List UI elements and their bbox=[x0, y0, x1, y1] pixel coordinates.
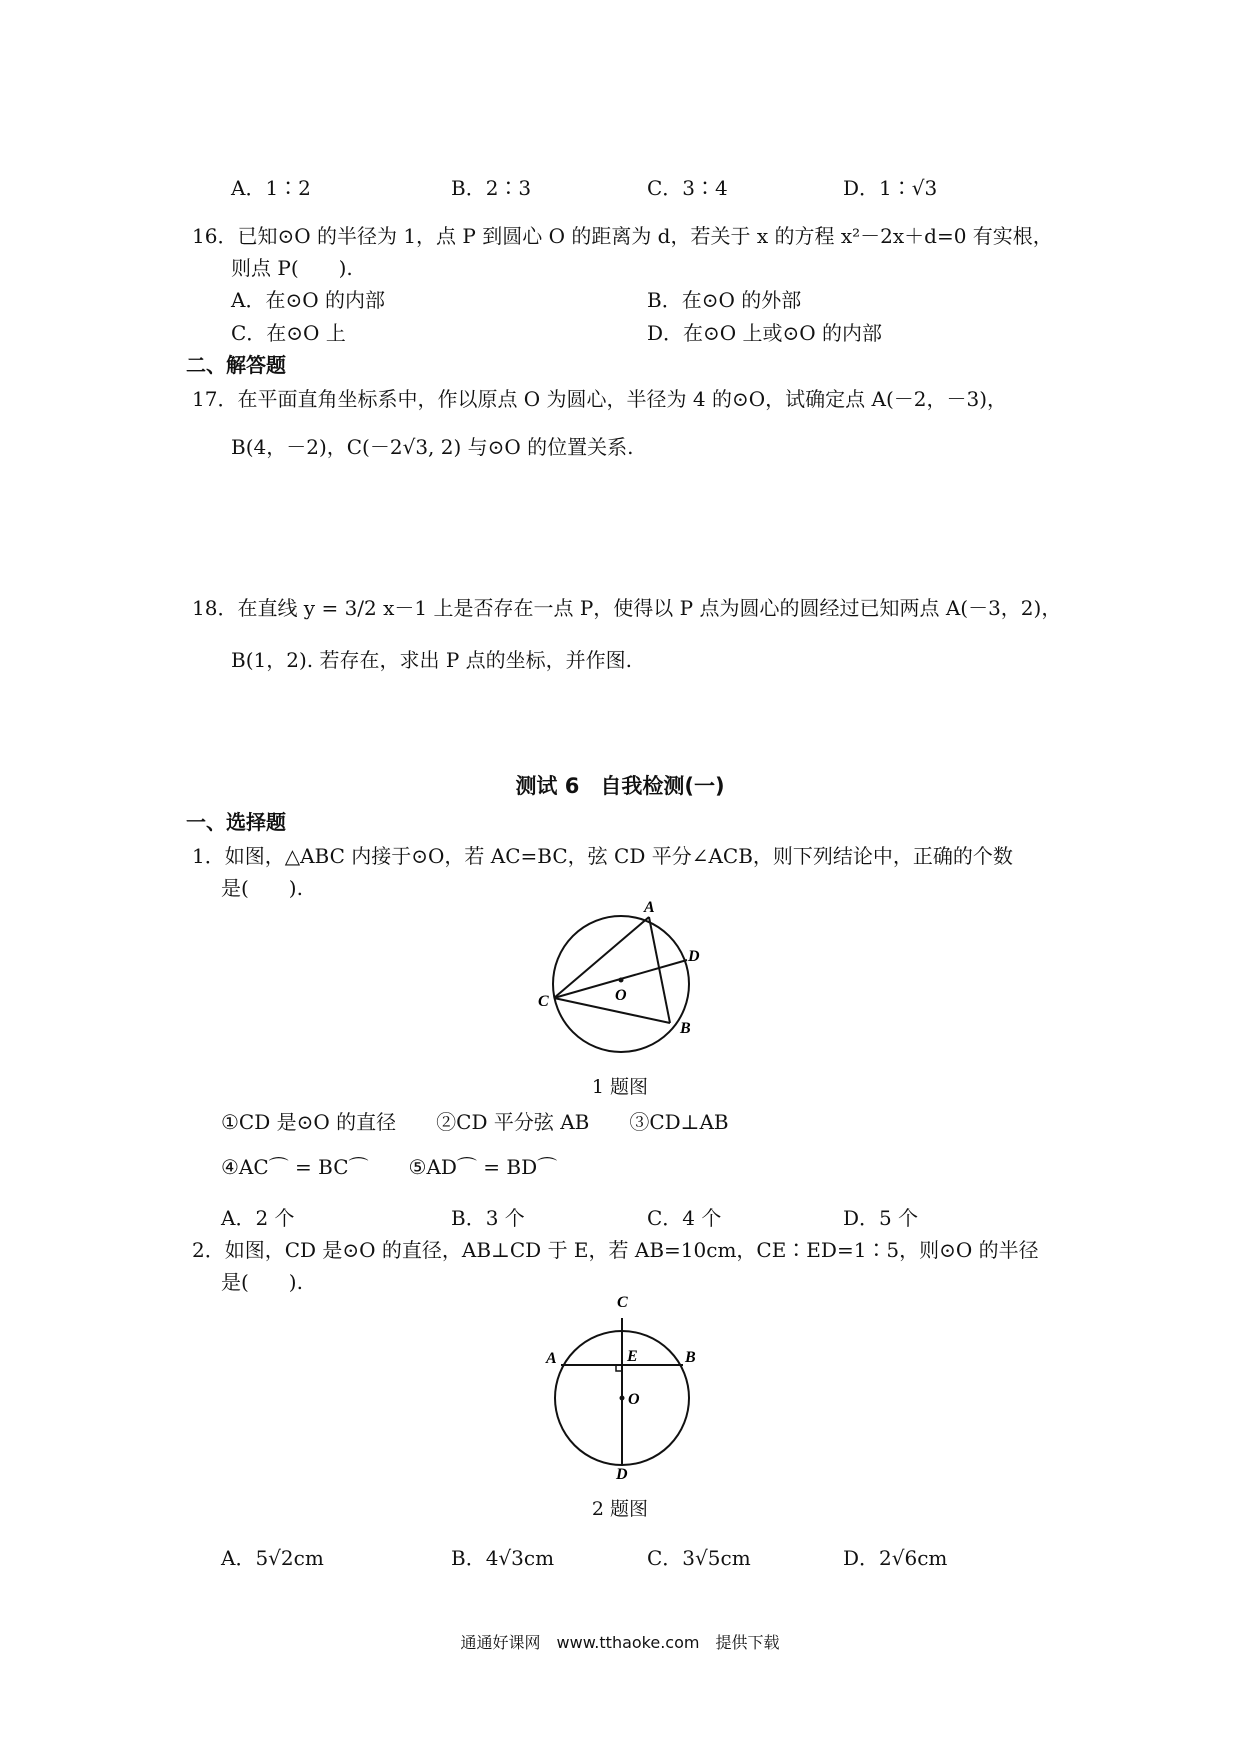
q2-center-dot bbox=[620, 1396, 625, 1401]
q2-label-a: A bbox=[546, 1350, 557, 1367]
q1-line-cb bbox=[554, 998, 670, 1023]
test-title: 测试 6 自我检测(一) bbox=[515, 774, 725, 798]
q16-text-line2: 则点 P( ). bbox=[231, 256, 353, 280]
q15-option-d: D．1∶√3 bbox=[843, 176, 938, 200]
q1-line-ca bbox=[554, 917, 649, 998]
q1-statements-line2: ④AC⌒ = BC⌒ ⑤AD⌒ = BD⌒ bbox=[221, 1155, 558, 1179]
q2-label-o: O bbox=[628, 1391, 640, 1408]
q1-option-d: D．5 个 bbox=[843, 1206, 919, 1230]
q15-option-c: C．3∶4 bbox=[647, 176, 728, 200]
q1-label-o: O bbox=[615, 987, 627, 1004]
q1-text-line2: 是( ). bbox=[221, 876, 303, 900]
q18-text-line1: 18．在直线 y = 3/2 x－1 上是否存在一点 P，使得以 P 点为圆心的圆经过已知两点 A(－3，2)， bbox=[192, 596, 1062, 620]
q1-figure-caption: 1 题图 bbox=[591, 1076, 649, 1098]
q1-figure bbox=[520, 900, 720, 1060]
q15-option-a: A．1∶2 bbox=[231, 176, 311, 200]
q16-option-a: A．在⊙O 的内部 bbox=[231, 288, 385, 312]
q16-text-line1: 16．已知⊙O 的半径为 1，点 P 到圆心 O 的距离为 d，若关于 x 的方程 x²－2x＋d=0 有实根， bbox=[192, 224, 1053, 248]
q2-option-c: C．3√5cm bbox=[647, 1546, 751, 1570]
q16-option-c: C．在⊙O 上 bbox=[231, 321, 346, 345]
q1-label-b: B bbox=[680, 1020, 691, 1037]
q16-option-b: B．在⊙O 的外部 bbox=[647, 288, 802, 312]
q17-text-line1: 17．在平面直角坐标系中，作以原点 O 为圆心，半径为 4 的⊙O，试确定点 A(－2，－3)， bbox=[192, 387, 1008, 411]
q2-option-d: D．2√6cm bbox=[843, 1546, 948, 1570]
q16-option-d: D．在⊙O 上或⊙O 的内部 bbox=[647, 321, 883, 345]
section-heading-answers: 二、解答题 bbox=[186, 353, 286, 377]
q1-circle bbox=[553, 916, 689, 1052]
q18-text-line2: B(1，2). 若存在，求出 P 点的坐标，并作图. bbox=[231, 648, 632, 672]
q1-option-a: A．2 个 bbox=[221, 1206, 295, 1230]
q2-label-e: E bbox=[627, 1348, 638, 1365]
section-heading-choice: 一、选择题 bbox=[186, 810, 286, 834]
q1-label-a: A bbox=[644, 900, 655, 916]
q2-option-a: A．5√2cm bbox=[221, 1546, 324, 1570]
q1-label-d: D bbox=[688, 948, 700, 965]
q1-option-c: C．4 个 bbox=[647, 1206, 722, 1230]
page-footer: 通通好课网 www.tthaoke.com 提供下载 bbox=[460, 1633, 780, 1652]
q15-option-b: B．2∶3 bbox=[451, 176, 532, 200]
q2-figure-caption: 2 题图 bbox=[591, 1498, 649, 1520]
q2-label-d: D bbox=[616, 1466, 628, 1480]
q1-label-c: C bbox=[538, 993, 549, 1010]
q2-text-line2: 是( ). bbox=[221, 1270, 303, 1294]
q1-center-dot bbox=[619, 978, 624, 983]
q2-option-b: B．4√3cm bbox=[451, 1546, 555, 1570]
q1-text-line1: 1．如图，△ABC 内接于⊙O，若 AC=BC，弦 CD 平分∠ACB，则下列结论中，正确的个数 bbox=[192, 844, 1013, 868]
q2-text-line1: 2．如图，CD 是⊙O 的直径，AB⊥CD 于 E，若 AB=10cm，CE∶ED=1∶5，则⊙O 的半径 bbox=[192, 1238, 1039, 1262]
q17-text-line2: B(4，－2)，C(－2√3, 2) 与⊙O 的位置关系. bbox=[231, 435, 634, 459]
q2-label-c: C bbox=[617, 1294, 628, 1311]
q1-option-b: B．3 个 bbox=[451, 1206, 525, 1230]
q2-label-b: B bbox=[685, 1349, 696, 1366]
q2-figure bbox=[530, 1290, 710, 1480]
q1-statements-line1: ①CD 是⊙O 的直径 ②CD 平分弦 AB ③CD⊥AB bbox=[221, 1110, 729, 1134]
